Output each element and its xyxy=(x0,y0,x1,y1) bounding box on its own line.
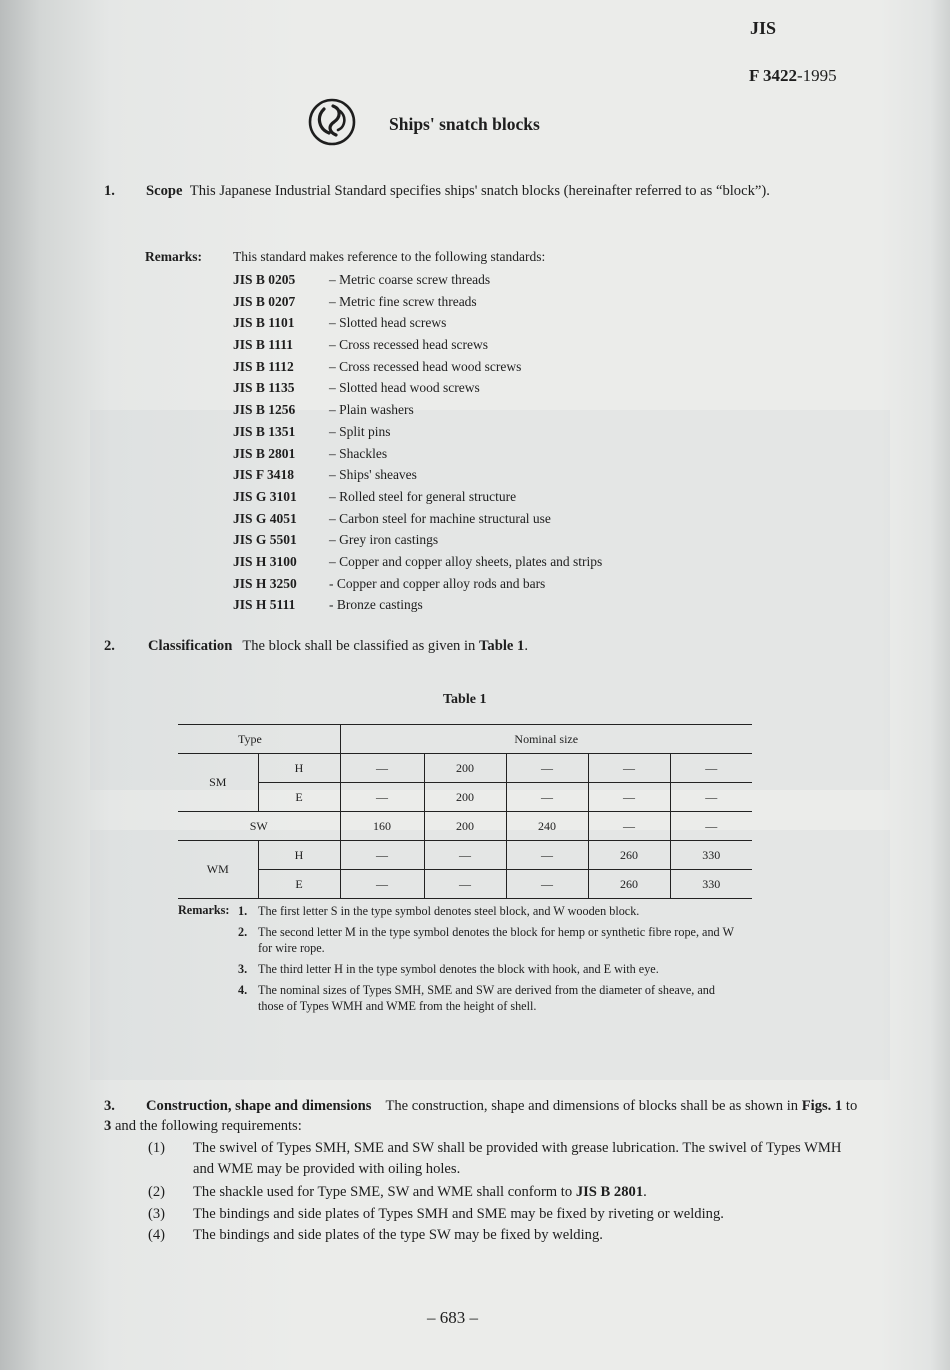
size-cell: — xyxy=(670,754,752,783)
reference-title: Ships' sheaves xyxy=(339,467,417,483)
size-cell: — xyxy=(506,841,588,870)
reference-title: Cross recessed head screws xyxy=(339,337,488,353)
reference-item: JIS B 2801 – Shackles xyxy=(233,444,602,466)
reference-item: JIS G 3101 – Rolled steel for general structure xyxy=(233,487,602,509)
reference-item: JIS F 3418 – Ships' sheaves xyxy=(233,465,602,487)
remarks-intro: This standard makes reference to the following standards: xyxy=(233,249,546,264)
reference-title: Copper and copper alloy sheets, plates and strips xyxy=(339,553,603,569)
reference-code: JIS B 1351 xyxy=(233,423,296,439)
reference-item: JIS G 4051 – Carbon steel for machine structural use xyxy=(233,509,602,531)
reference-title: Plain washers xyxy=(339,402,414,418)
size-cell: — xyxy=(588,783,670,812)
header-standard-number xyxy=(749,66,837,86)
reference-code: JIS B 0207 xyxy=(233,293,296,309)
reference-item: JIS H 3100 – Copper and copper alloy sheets, plates and strips xyxy=(233,552,602,574)
section-label: Scope xyxy=(146,183,183,199)
remark-item xyxy=(238,924,738,956)
reference-title: Cross recessed head wood screws xyxy=(339,358,522,374)
page-number: – 683 – xyxy=(427,1308,478,1327)
section-label: Classification xyxy=(148,638,233,654)
size-cell: — xyxy=(670,783,752,812)
size-cell: 260 xyxy=(588,870,670,899)
size-cell: — xyxy=(340,754,424,783)
requirement-item xyxy=(148,1182,868,1203)
size-cell: — xyxy=(340,841,424,870)
reference-item: JIS B 1256 – Plain washers xyxy=(233,400,602,422)
table-row xyxy=(178,870,752,899)
table-row xyxy=(178,754,752,783)
reference-title: Carbon steel for machine structural use xyxy=(339,510,551,526)
reference-code: JIS B 1111 xyxy=(233,337,294,353)
section-construction xyxy=(104,1096,866,1136)
reference-code: JIS G 4051 xyxy=(233,510,297,526)
reference-code: JIS H 3250 xyxy=(233,575,297,591)
section-number: 2. xyxy=(104,638,115,654)
reference-code: JIS B 1256 xyxy=(233,402,296,418)
table-row xyxy=(178,841,752,870)
section-text: The block shall be classified as given in xyxy=(242,638,480,654)
reference-title: Split pins xyxy=(339,423,391,439)
reference-item: JIS B 1112 – Cross recessed head wood screws xyxy=(233,357,602,379)
size-cell: 330 xyxy=(670,841,752,870)
reference-title: Slotted head screws xyxy=(339,315,447,331)
size-cell: 160 xyxy=(340,812,424,841)
reference-code: JIS H 3100 xyxy=(233,553,297,569)
reference-title: Rolled steel for general structure xyxy=(339,488,517,504)
remarks-label: Remarks: xyxy=(145,249,202,264)
remark-number: 1. xyxy=(238,904,248,918)
size-cell: — xyxy=(506,754,588,783)
requirement-text: The bindings and side plates of the type SW may be fixed by welding. xyxy=(193,1227,603,1243)
section-text: This Japanese Industrial Standard specifies ships' snatch blocks (hereinafter referred to as “block”). xyxy=(189,183,770,199)
remark-number: 2. xyxy=(238,925,248,939)
section-text: The construction, shape and dimensions of blocks shall be as shown in xyxy=(385,1098,802,1114)
subtype-cell: H xyxy=(258,754,340,783)
figure-reference: 3 xyxy=(104,1118,112,1134)
requirement-number: (3) xyxy=(148,1206,166,1222)
type-wm-cell: WM xyxy=(178,841,258,899)
reference-title: Metric coarse screw threads xyxy=(339,272,491,287)
table-header-row xyxy=(178,725,752,754)
requirement-text xyxy=(193,1182,865,1203)
size-cell: 200 xyxy=(424,754,506,783)
reference-title: Slotted head wood screws xyxy=(339,380,480,396)
size-cell: — xyxy=(670,812,752,841)
section-label: Construction, shape and dimensions xyxy=(146,1098,372,1114)
requirement-text: The swivel of Types SMH, SME and SW shall be provided with grease lubrication. The swivel of Types WMH and WME may be provided with oiling holes. xyxy=(193,1140,842,1177)
type-sw-cell: SW xyxy=(249,818,268,833)
remark-number: 4. xyxy=(238,983,248,997)
size-cell: — xyxy=(506,783,588,812)
size-cell: — xyxy=(506,870,588,899)
requirement-text-part: The shackle used for Type SME, SW and WME shall conform to xyxy=(193,1184,576,1200)
size-cell: — xyxy=(424,870,506,899)
table-row xyxy=(178,812,752,841)
reference-item: JIS H 5111 - Bronze castings xyxy=(233,595,602,617)
reference-item: JIS B 1351 – Split pins xyxy=(233,422,602,444)
reference-code: JIS H 5111 xyxy=(233,597,296,613)
size-cell: 200 xyxy=(424,783,506,812)
requirement-number: (2) xyxy=(148,1184,166,1200)
reference-item: JIS B 1135 – Slotted head wood screws xyxy=(233,378,602,400)
page-title: Ships' snatch blocks xyxy=(389,114,540,134)
size-cell: 200 xyxy=(424,812,506,841)
remark-text: The third letter H in the type symbol denotes the block with hook, and E with eye. xyxy=(258,962,659,976)
remark-text: The nominal sizes of Types SMH, SME and SW are derived from the diameter of sheave, and those of Types WMH and WME from the height of shell. xyxy=(258,983,715,1013)
requirement-number: (1) xyxy=(148,1140,166,1156)
table-remarks-list xyxy=(238,903,738,1019)
remark-text: The second letter M in the type symbol denotes the block for hemp or synthetic fibre rope, and W for wire rope. xyxy=(258,925,734,955)
requirement-item xyxy=(148,1138,868,1180)
type-sm-cell: SM xyxy=(178,754,258,812)
reference-item: JIS B 1101 – Slotted head screws xyxy=(233,313,602,335)
remark-text: The first letter S in the type symbol denotes steel block, and W wooden block. xyxy=(258,904,640,918)
size-cell: — xyxy=(340,870,424,899)
section-scope xyxy=(104,181,864,201)
header-org: JIS xyxy=(750,18,777,38)
remark-number: 3. xyxy=(238,962,248,976)
classification-table xyxy=(178,724,752,899)
requirement-item xyxy=(148,1225,868,1246)
size-cell: — xyxy=(588,754,670,783)
type-header: Type xyxy=(238,731,262,746)
reference-code: JIS G 5501 xyxy=(233,532,297,548)
remark-item xyxy=(238,982,738,1014)
requirement-item xyxy=(148,1204,868,1225)
table-row xyxy=(178,783,752,812)
reference-title: Grey iron castings xyxy=(339,532,439,548)
reference-code: JIS B 0205 xyxy=(233,272,296,287)
reference-code: JIS B 1101 xyxy=(233,315,295,331)
section-text: and the following requirements: xyxy=(111,1118,302,1134)
section-text: to xyxy=(842,1098,858,1114)
jis-mark-icon xyxy=(307,97,357,147)
section-number: 3. xyxy=(104,1098,115,1114)
size-cell: — xyxy=(424,841,506,870)
subtype-cell: E xyxy=(258,870,340,899)
reference-code: JIS G 3101 xyxy=(233,488,297,504)
reference-list xyxy=(233,270,602,617)
section-number: 1. xyxy=(104,183,115,199)
table-reference: Table 1 xyxy=(479,638,525,654)
size-cell: — xyxy=(588,812,670,841)
reference-title: Copper and copper alloy rods and bars xyxy=(336,575,546,591)
remark-item xyxy=(238,903,738,919)
nominal-size-header: Nominal size xyxy=(340,725,752,754)
reference-title: Metric fine screw threads xyxy=(339,293,477,309)
table-remarks-label: Remarks: xyxy=(178,903,230,917)
requirement-number: (4) xyxy=(148,1227,166,1243)
reference-title: Shackles xyxy=(339,445,388,461)
table-caption: Table 1 xyxy=(443,692,487,707)
size-cell: 240 xyxy=(506,812,588,841)
reference-item: JIS G 5501 – Grey iron castings xyxy=(233,530,602,552)
requirement-text: The bindings and side plates of Types SMH and SME may be fixed by riveting or welding. xyxy=(193,1206,724,1222)
section-text-end: . xyxy=(524,638,528,654)
reference-item: JIS B 0207 – Metric fine screw threads xyxy=(233,292,602,314)
reference-code: JIS B 1135 xyxy=(233,380,295,396)
reference-item: JIS H 3250 - Copper and copper alloy rods and bars xyxy=(233,574,602,596)
size-cell: 330 xyxy=(670,870,752,899)
reference-code: JIS F 3418 xyxy=(233,467,295,483)
reference-item: JIS B 1111 – Cross recessed head screws xyxy=(233,335,602,357)
subtype-cell: E xyxy=(258,783,340,812)
reference-code: JIS B 2801 xyxy=(233,445,296,461)
size-cell: — xyxy=(340,783,424,812)
standard-reference: JIS B 2801 xyxy=(575,1184,644,1200)
subtype-cell: H xyxy=(258,841,340,870)
reference-code: JIS B 1112 xyxy=(233,358,294,374)
standard-year: -1995 xyxy=(797,66,837,85)
reference-item: JIS B 0205 – Metric coarse screw threads xyxy=(233,270,602,292)
size-cell: 260 xyxy=(588,841,670,870)
section-classification xyxy=(104,636,528,656)
figure-reference: Figs. 1 xyxy=(801,1098,843,1114)
remark-item xyxy=(238,961,738,977)
requirement-text-end: . xyxy=(643,1184,647,1200)
standard-code: F 3422 xyxy=(749,66,798,85)
reference-title: Bronze castings xyxy=(336,597,423,613)
